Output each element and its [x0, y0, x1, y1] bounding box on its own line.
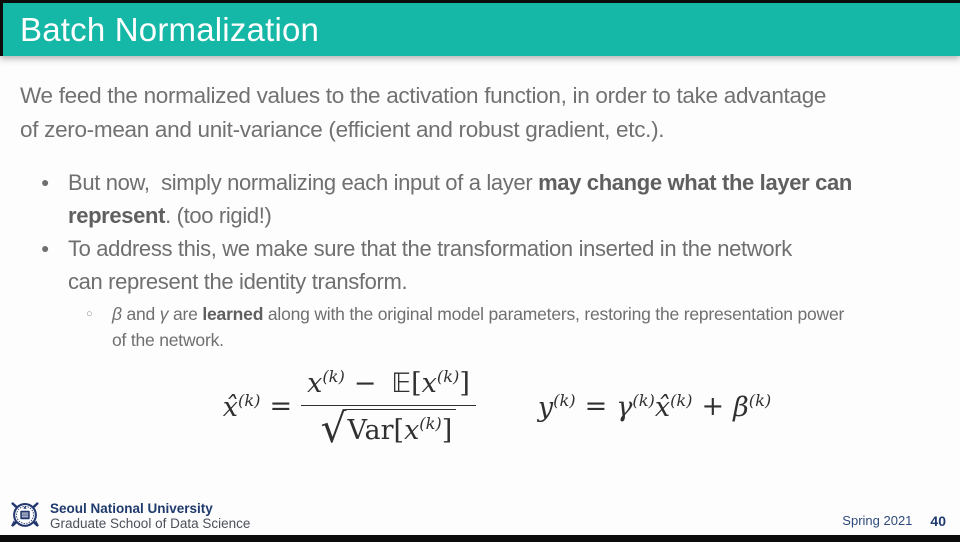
bullet-icon: ●: [41, 174, 50, 190]
term-label: Spring 2021: [842, 513, 913, 528]
left-bracket: [: [411, 368, 422, 400]
equals-sign: =: [269, 391, 293, 423]
beta-term: [733, 391, 771, 423]
superscript-k: (k): [322, 367, 345, 386]
bullet1-line-1: [68, 166, 852, 199]
equations-row: [54, 367, 940, 453]
sub-bullet-item-learned: [86, 301, 940, 353]
superscript-k: (k): [436, 367, 460, 386]
superscript-k: (k): [670, 390, 693, 410]
superscript-k: (k): [419, 414, 442, 434]
snu-logo-icon: [8, 497, 42, 531]
bullet2-line-2: can represent the identity transform.: [68, 269, 408, 294]
xhat-symbol: x̂: [222, 391, 239, 423]
gamma-symbol: γ: [159, 304, 169, 324]
xhat-symbol: x̂: [654, 391, 671, 423]
bullet-item-rigid: [38, 166, 940, 232]
top-border: [0, 0, 960, 3]
bottom-border: [0, 535, 960, 542]
superscript-k: (k): [632, 390, 655, 410]
university-name: Seoul National University: [50, 501, 213, 516]
beta-symbol: β: [733, 391, 749, 423]
slide-title: Batch Normalization: [20, 10, 320, 48]
organization-block: [50, 501, 250, 531]
eq2-lhs: [538, 391, 576, 423]
subbullet-bold-text: learned: [202, 304, 264, 324]
bullet1-text: But now, simply normalizing each input of a layer: [68, 170, 539, 195]
normalization-equation: [222, 367, 476, 453]
bullet1-bold-text: may change what the layer can: [538, 170, 852, 195]
fraction-denominator: [320, 404, 457, 453]
scale-shift-equation: [538, 391, 771, 423]
intro-line-1: We feed the normalized values to the activation function, in order to take advantage: [20, 83, 827, 108]
subbullet-text: are: [168, 304, 203, 324]
equals-sign: =: [584, 391, 608, 423]
sqrt-radical: √: [320, 404, 347, 453]
gamma-symbol: γ: [616, 391, 633, 423]
slide-header: [0, 3, 960, 56]
superscript-k: (k): [238, 390, 261, 410]
subbullet-text: along with the original model parameters, restoring the representation power: [263, 304, 845, 324]
subbullet-line-1: [112, 301, 844, 327]
left-bracket: [: [393, 415, 405, 447]
fraction-numerator: [301, 367, 476, 406]
bullet1-line-2: [68, 199, 271, 232]
bullet-icon: ●: [41, 240, 50, 256]
x-symbol: x: [421, 368, 437, 400]
x-symbol: x: [404, 415, 420, 447]
subbullet-text: and: [121, 304, 160, 324]
sub-bullet-icon: ○: [86, 308, 93, 320]
slide-body: [0, 56, 960, 453]
minus-sign: −: [353, 368, 377, 400]
bullet1-bold-text-2: represent: [68, 203, 166, 228]
beta-symbol: β: [112, 304, 122, 324]
gamma-term: [616, 391, 655, 423]
bullet-item-identity: [38, 232, 940, 353]
x-symbol: x: [307, 368, 323, 400]
plus-sign: +: [701, 391, 725, 423]
superscript-k: (k): [553, 390, 576, 410]
variance-symbol: Var: [347, 415, 394, 447]
intro-paragraph: [20, 79, 940, 147]
y-symbol: y: [537, 391, 554, 423]
bullet1-text-2: . (too rigid!): [165, 203, 272, 228]
eq1-lhs: [223, 391, 261, 423]
fraction: [301, 367, 476, 453]
xhat-term: [655, 391, 693, 423]
slide-footer: [0, 497, 960, 535]
superscript-k: (k): [748, 390, 772, 410]
school-name: Graduate School of Data Science: [50, 516, 251, 531]
right-bracket: ]: [441, 415, 453, 447]
sqrt-radicand: [346, 409, 456, 446]
intro-line-2: of zero-mean and unit-variance (efficient and robust gradient, etc.).: [20, 117, 665, 142]
bullet-list: [38, 166, 940, 353]
bullet2-line-1: To address this, we make sure that the transformation inserted in the network: [68, 236, 792, 261]
subbullet-line-2: of the network.: [112, 330, 224, 350]
page-number: 40: [930, 513, 946, 529]
expectation-symbol: 𝔼: [391, 368, 412, 400]
sub-bullet-list: [86, 301, 940, 353]
right-bracket: ]: [459, 368, 470, 400]
